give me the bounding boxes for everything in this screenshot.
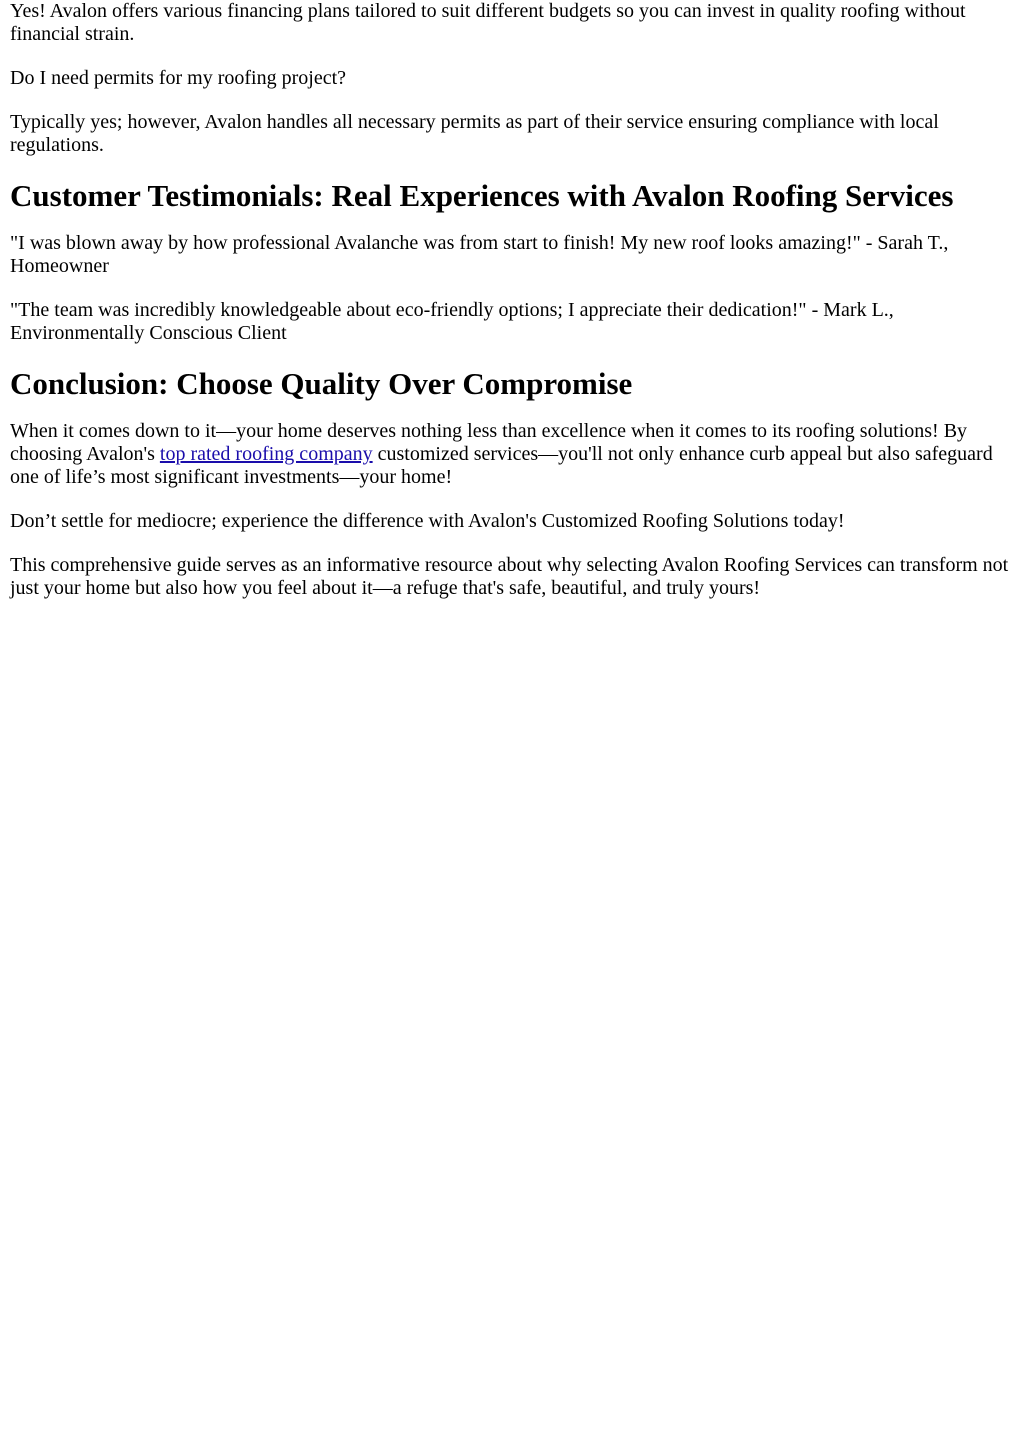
- conclusion-heading: Conclusion: Choose Quality Over Compromise: [10, 366, 633, 401]
- faq-question-permits: Do I need permits for my roofing project?: [10, 67, 347, 89]
- conclusion-paragraph-1: [10, 420, 1014, 489]
- faq-answer-financing: Yes! Avalon offers various financing plans tailored to suit different budgets so you can invest in quality roofing without financial strain.: [10, 0, 966, 45]
- top-rated-roofing-company-link[interactable]: top rated roofing company: [159, 443, 373, 465]
- testimonial-item: "I was blown away by how professional Avalanche was from start to finish! My new roof looks amazing!" - Sarah T., Homeowner: [10, 232, 949, 277]
- faq-answer-permits: Typically yes; however, Avalon handles all necessary permits as part of their service ensuring compliance with local regulations.: [10, 111, 939, 156]
- conclusion-text-after-link: customized services—you'll not only enhance curb appeal but also safeguard one of life’s most significant investments—your home!: [10, 443, 993, 488]
- article-content: [0, 0, 1024, 600]
- conclusion-paragraph-3: This comprehensive guide serves as an informative resource about why selecting Avalon Roofing Services can transform not just your home but also how you feel about it—a refuge that's safe, beautiful, and truly yours!: [10, 554, 1009, 599]
- conclusion-paragraph-2: Don’t settle for mediocre; experience the difference with Avalon's Customized Roofing Solutions today!: [10, 510, 845, 532]
- testimonials-heading: Customer Testimonials: Real Experiences with Avalon Roofing Services: [10, 178, 954, 213]
- conclusion-text-before-link: When it comes down to it—your home deserves nothing less than excellence when it comes to its roofing solutions! By choosing Avalon's: [10, 420, 968, 465]
- testimonial-item: "The team was incredibly knowledgeable about eco-friendly options; I appreciate their dedication!" - Mark L., Environmentally Conscious Client: [10, 299, 894, 344]
